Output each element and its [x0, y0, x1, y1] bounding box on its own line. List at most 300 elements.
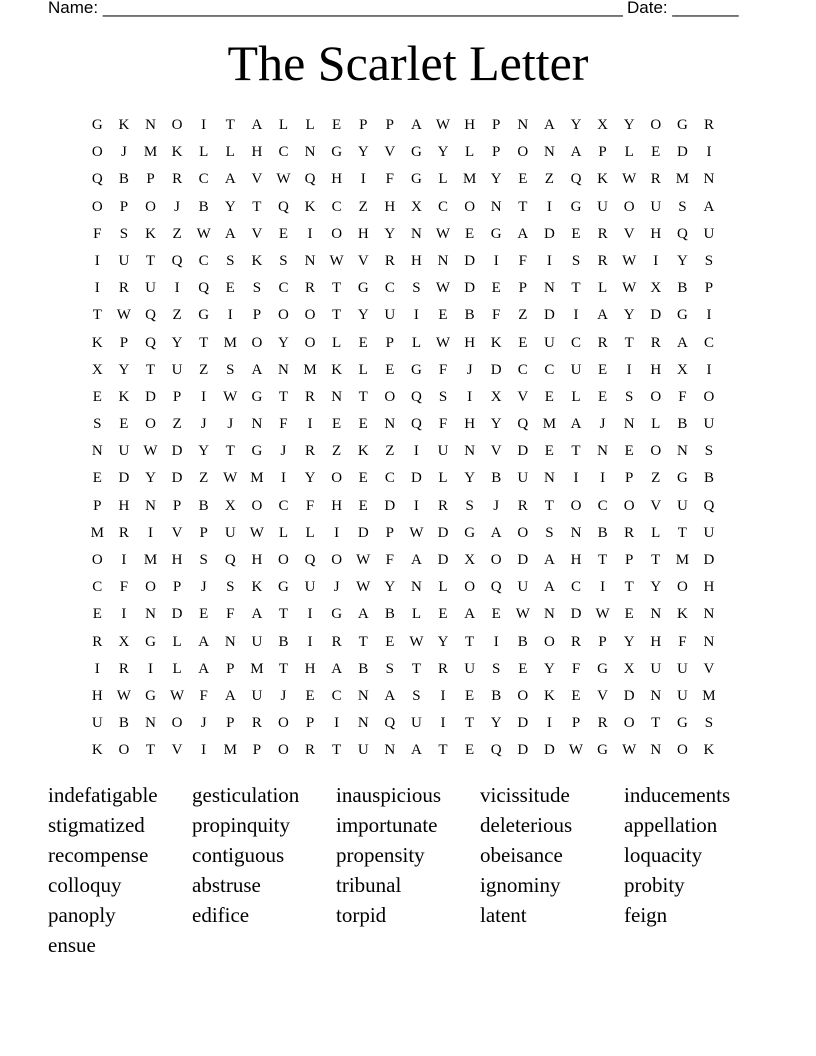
grid-letter: I [307, 225, 313, 242]
grid-letter: N [357, 687, 369, 704]
grid-letter: X [676, 361, 688, 378]
grid-letter: W [622, 252, 637, 269]
grid-letter: G [331, 144, 343, 161]
grid-letter: K [676, 606, 688, 623]
grid-letter: R [384, 252, 395, 269]
grid-letter: I [360, 171, 366, 188]
grid-letter: O [543, 633, 555, 650]
grid-letter: Z [544, 171, 554, 188]
grid-letter: I [413, 497, 419, 514]
grid-letter: I [280, 470, 286, 487]
grid-letter: U [171, 361, 183, 378]
grid-letter: D [650, 307, 662, 324]
header-line [48, 0, 748, 18]
grid-letter: G [278, 579, 289, 596]
grid-letter: D [437, 552, 449, 568]
grid-letter: T [465, 633, 475, 650]
grid-letter: N [331, 388, 343, 405]
grid-row [84, 275, 734, 302]
grid-letter: E [332, 117, 342, 133]
grid-letter: W [622, 280, 637, 297]
grid-row [84, 194, 734, 221]
grid-letter: C [198, 171, 209, 188]
grid-letter: D [676, 144, 688, 161]
grid-letter: M [250, 660, 264, 677]
grid-letter: N [623, 416, 635, 433]
grid-letter: G [145, 687, 156, 704]
word-bank-item: contiguous [192, 843, 285, 867]
grid-letter: M [223, 742, 237, 759]
grid-letter: B [358, 660, 369, 677]
grid-letter: N [650, 742, 662, 759]
grid-letter: A [597, 307, 608, 324]
grid-letter: Q [703, 497, 715, 514]
grid-letter: L [651, 416, 661, 433]
word-bank-item: probity [624, 873, 685, 897]
grid-letter: S [545, 524, 554, 541]
grid-letter: O [91, 552, 103, 568]
grid-row [84, 465, 734, 492]
grid-letter: N [304, 252, 316, 269]
grid-letter: S [571, 252, 581, 269]
grid-letter: R [305, 742, 316, 759]
grid-letter: T [278, 388, 289, 405]
grid-letter: I [334, 715, 340, 732]
grid-letter: R [118, 524, 129, 541]
date-section [627, 0, 739, 18]
grid-letter: A [676, 334, 688, 351]
grid-letter: U [597, 198, 608, 215]
grid-letter: A [703, 198, 715, 215]
grid-letter: U [676, 687, 688, 704]
grid-letter: P [518, 280, 527, 297]
grid-letter: I [493, 633, 499, 650]
grid-letter: O [145, 579, 156, 596]
grid-letter: E [518, 660, 528, 677]
grid-row [84, 248, 734, 275]
grid-letter: P [359, 117, 368, 133]
grid-letter: O [145, 416, 156, 433]
word-bank-item: propinquity [192, 813, 290, 837]
grid-letter: O [703, 388, 715, 405]
grid-letter: Q [91, 171, 103, 188]
grid-letter: O [331, 225, 343, 242]
grid-letter: E [491, 280, 501, 297]
grid-row [84, 683, 734, 710]
grid-letter: I [94, 280, 100, 297]
grid-letter: T [199, 334, 209, 351]
grid-letter: Q [145, 307, 156, 324]
grid-letter: W [223, 470, 238, 487]
grid-letter: K [91, 334, 103, 351]
grid-letter: P [598, 144, 607, 161]
grid-letter: K [331, 361, 343, 378]
word-bank-item: colloquy [48, 873, 122, 897]
grid-letter: Y [437, 633, 449, 650]
grid-letter: E [544, 443, 554, 460]
grid-letter: P [571, 715, 581, 732]
grid-letter: G [676, 470, 688, 487]
grid-letter: G [570, 198, 582, 215]
grid-letter: D [464, 280, 476, 297]
grid-letter: H [464, 334, 476, 351]
grid-letter: T [597, 552, 608, 568]
grid-letter: T [332, 307, 342, 324]
grid-letter: T [411, 660, 421, 677]
grid-row [84, 547, 734, 574]
grid-letter: O [145, 198, 156, 215]
grid-letter: H [464, 416, 476, 433]
grid-letter: Q [676, 225, 688, 242]
grid-letter: G [676, 307, 688, 324]
grid-letter: F [279, 416, 288, 433]
grid-letter: B [384, 606, 395, 623]
grid-letter: B [464, 307, 475, 324]
grid-row [84, 629, 734, 656]
grid-letter: U [676, 497, 688, 514]
grid-letter: R [305, 443, 316, 460]
grid-letter: U [543, 334, 555, 351]
grid-letter: E [305, 687, 315, 704]
grid-letter: L [199, 144, 209, 161]
grid-letter: A [543, 117, 555, 133]
grid-letter: N [543, 280, 555, 297]
grid-letter: C [331, 687, 342, 704]
grid-letter: L [571, 388, 581, 405]
grid-letter: P [252, 742, 262, 759]
grid-letter: O [91, 198, 103, 215]
grid-letter: F [571, 660, 581, 677]
date-label: Date: [627, 0, 668, 17]
date-blank: _______ [672, 0, 739, 17]
grid-letter: B [278, 633, 289, 650]
grid-letter: I [600, 470, 606, 487]
grid-letter: X [650, 280, 662, 297]
grid-letter: P [625, 552, 634, 568]
grid-letter: I [174, 280, 180, 297]
grid-letter: O [464, 579, 476, 596]
grid-letter: Q [411, 388, 422, 405]
grid-letter: G [597, 660, 608, 677]
grid-letter: R [92, 633, 103, 650]
grid-letter: V [650, 497, 662, 514]
grid-row [84, 112, 734, 139]
grid-letter: R [118, 660, 129, 677]
grid-letter: G [676, 117, 688, 133]
grid-letter: A [198, 633, 210, 650]
grid-letter: S [704, 252, 714, 269]
word-bank-item: propensity [336, 843, 425, 867]
grid-letter: R [172, 171, 183, 188]
grid-letter: A [357, 606, 369, 623]
grid-letter: K [251, 252, 263, 269]
grid-letter: P [305, 715, 315, 732]
grid-letter: W [223, 388, 238, 405]
grid-letter: E [332, 416, 342, 433]
grid-letter: O [331, 470, 343, 487]
grid-row [84, 656, 734, 683]
grid-letter: K [145, 225, 156, 242]
grid-letter: P [385, 117, 394, 133]
grid-letter: C [703, 334, 714, 351]
grid-letter: G [411, 171, 422, 188]
grid-letter: H [650, 633, 662, 650]
grid-letter: G [145, 633, 156, 650]
grid-letter: G [597, 742, 608, 759]
grid-letter: W [329, 252, 344, 269]
grid-letter: Q [304, 552, 316, 568]
grid-letter: T [145, 742, 156, 759]
grid-letter: B [597, 524, 608, 541]
grid-letter: K [91, 742, 103, 759]
grid-letter: D [171, 443, 183, 460]
grid-letter: E [624, 606, 634, 623]
grid-letter: N [517, 117, 529, 133]
grid-letter: C [278, 497, 289, 514]
grid-letter: F [438, 416, 448, 433]
grid-letter: S [226, 252, 235, 269]
grid-letter: F [119, 579, 129, 596]
grid-letter: P [93, 497, 102, 514]
grid-letter: K [597, 171, 608, 188]
grid-letter: C [570, 334, 581, 351]
grid-letter: N [411, 225, 422, 242]
name-label: Name: [48, 0, 99, 17]
grid-letter: I [227, 307, 233, 324]
grid-letter: R [305, 280, 316, 297]
grid-letter: O [464, 198, 476, 215]
grid-letter: F [385, 552, 394, 568]
grid-letter: R [251, 715, 262, 732]
grid-letter: N [703, 171, 715, 188]
grid-letter: D [464, 252, 476, 269]
grid-letter: Y [490, 171, 502, 188]
grid-letter: U [251, 687, 263, 704]
grid-letter: R [570, 633, 581, 650]
grid-letter: D [171, 470, 183, 487]
grid-letter: X [118, 633, 130, 650]
grid-letter: I [147, 524, 153, 541]
grid-letter: D [570, 606, 582, 623]
grid-letter: F [678, 388, 687, 405]
grid-letter: I [573, 470, 579, 487]
grid-letter: W [409, 633, 424, 650]
grid-letter: O [623, 715, 635, 732]
grid-letter: S [93, 416, 102, 433]
grid-letter: P [598, 633, 607, 650]
word-bank-item: tribunal [336, 873, 402, 897]
grid-letter: Y [384, 225, 396, 242]
grid-letter: Y [464, 470, 476, 487]
grid-letter: N [543, 144, 555, 161]
grid-letter: W [116, 687, 131, 704]
grid-letter: U [411, 715, 422, 732]
grid-letter: O [623, 198, 635, 215]
grid-letter: U [570, 361, 582, 378]
grid-letter: D [171, 606, 183, 623]
grid-letter: Y [278, 334, 289, 351]
grid-letter: I [440, 715, 446, 732]
grid-letter: N [357, 715, 369, 732]
grid-letter: R [703, 117, 714, 133]
grid-letter: S [412, 687, 421, 704]
grid-letter: T [518, 198, 528, 215]
grid-letter: I [201, 117, 207, 133]
grid-row [84, 221, 734, 248]
word-bank-item: vicissitude [480, 783, 570, 807]
grid-letter: V [623, 225, 635, 242]
grid-letter: Y [490, 715, 502, 732]
grid-letter: E [358, 416, 368, 433]
grid-letter: O [91, 144, 103, 161]
grid-letter: P [492, 144, 501, 161]
grid-letter: I [307, 633, 313, 650]
grid-letter: E [571, 225, 581, 242]
grid-letter: Y [623, 117, 635, 133]
grid-letter: C [331, 198, 342, 215]
grid-letter: L [332, 334, 342, 351]
grid-letter: L [438, 579, 448, 596]
word-bank-item: latent [480, 903, 527, 927]
grid-letter: T [145, 361, 156, 378]
grid-letter: D [703, 552, 715, 568]
grid-letter: S [412, 280, 421, 297]
grid-letter: W [622, 171, 637, 188]
grid-letter: I [546, 198, 552, 215]
grid-letter: B [198, 497, 209, 514]
grid-letter: Q [490, 742, 502, 759]
grid-letter: E [491, 606, 501, 623]
grid-letter: O [278, 742, 289, 759]
grid-letter: C [278, 280, 289, 297]
grid-letter: S [226, 361, 235, 378]
grid-letter: F [93, 225, 102, 242]
grid-letter: R [118, 280, 129, 297]
grid-letter: D [517, 742, 529, 759]
grid-letter: Y [357, 307, 369, 324]
grid-letter: W [435, 225, 451, 242]
grid-letter: J [280, 443, 287, 460]
grid-letter: Q [198, 280, 210, 297]
grid-letter: I [307, 606, 313, 623]
grid-letter: X [224, 497, 236, 514]
grid-letter: U [118, 252, 130, 269]
grid-letter: P [226, 715, 235, 732]
grid-letter: C [384, 470, 395, 487]
grid-letter: O [517, 144, 529, 161]
grid-letter: O [278, 307, 289, 324]
grid-row [84, 302, 734, 329]
grid-letter: A [543, 579, 555, 596]
grid-letter: O [331, 552, 343, 568]
grid-letter: O [623, 497, 635, 514]
grid-letter: O [650, 117, 662, 133]
grid-letter: Z [199, 361, 209, 378]
grid-letter: A [464, 606, 476, 623]
grid-letter: Z [358, 198, 368, 215]
grid-letter: S [438, 388, 448, 405]
grid-letter: N [384, 742, 396, 759]
grid-letter: W [595, 606, 610, 623]
grid-letter: R [597, 334, 608, 351]
grid-letter: J [466, 361, 473, 378]
page-title: The Scarlet Letter [227, 35, 589, 91]
grid-letter: M [250, 470, 264, 487]
grid-letter: S [226, 579, 235, 596]
grid-letter: H [251, 144, 263, 161]
grid-letter: D [145, 388, 156, 405]
grid-letter: I [573, 307, 579, 324]
grid-letter: U [676, 660, 688, 677]
grid-letter: L [411, 606, 421, 623]
grid-letter: A [384, 687, 396, 704]
grid-letter: S [704, 715, 714, 732]
grid-letter: G [91, 117, 103, 133]
grid-letter: I [201, 742, 207, 759]
grid-letter: D [490, 361, 502, 378]
grid-letter: D [517, 552, 529, 568]
grid-letter: E [518, 171, 528, 188]
grid-letter: H [118, 497, 130, 514]
grid-letter: B [491, 687, 502, 704]
grid-letter: F [518, 252, 527, 269]
grid-letter: I [706, 307, 712, 324]
grid-letter: Y [437, 144, 449, 161]
grid-row [84, 574, 734, 601]
grid-row [84, 411, 734, 438]
grid-letter: S [465, 497, 474, 514]
grid-letter: H [411, 252, 422, 269]
grid-row [84, 601, 734, 628]
grid-letter: R [331, 633, 342, 650]
grid-letter: P [146, 171, 155, 188]
grid-row [84, 438, 734, 465]
grid-letter: T [358, 633, 368, 650]
grid-letter: T [332, 742, 342, 759]
grid-letter: R [650, 334, 661, 351]
grid-letter: I [467, 388, 473, 405]
grid-letter: P [625, 470, 634, 487]
word-bank-item: gesticulation [192, 783, 300, 807]
grid-letter: N [703, 606, 715, 623]
grid-row [84, 166, 734, 193]
grid-letter: A [224, 171, 236, 188]
grid-letter: G [357, 280, 369, 297]
grid-letter: N [145, 497, 156, 514]
grid-letter: O [650, 443, 662, 460]
grid-letter: W [143, 443, 158, 460]
grid-letter: O [517, 687, 529, 704]
grid-letter: D [357, 524, 369, 541]
grid-letter: O [251, 334, 263, 351]
grid-letter: X [91, 361, 103, 378]
grid-letter: I [201, 388, 207, 405]
grid-letter: X [490, 388, 502, 405]
grid-letter: W [435, 280, 451, 297]
grid-letter: Z [332, 443, 342, 460]
grid-letter: T [624, 579, 634, 596]
grid-letter: I [493, 252, 499, 269]
grid-row [84, 139, 734, 166]
grid-row [84, 520, 734, 547]
grid-letter: Y [623, 633, 635, 650]
grid-row [84, 710, 734, 737]
grid-letter: O [251, 497, 263, 514]
grid-letter: A [570, 416, 582, 433]
grid-letter: D [543, 307, 555, 324]
grid-letter: S [385, 660, 394, 677]
grid-letter: T [571, 443, 581, 460]
